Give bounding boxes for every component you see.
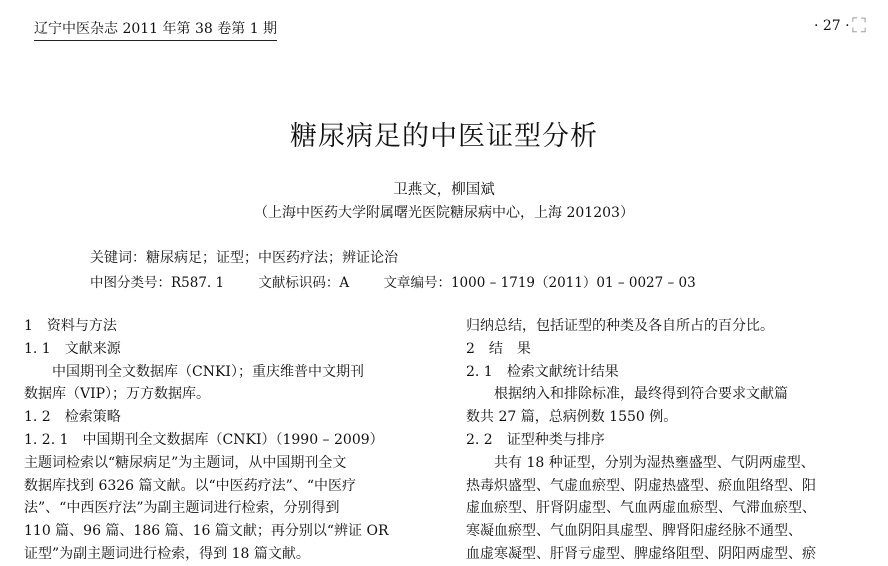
paragraph-line: 虚血瘀型、肝肾阴虚型、气血两虚血瘀型、气滞血瘀型、 (466, 500, 816, 517)
paragraph-line: 数据库找到 6326 篇文献。以“中医药疗法”、“中医疗 (24, 477, 356, 494)
subsection-heading: 1. 1 文献来源 (24, 340, 121, 357)
subsection-heading: 1. 2. 1 中国期刊全文数据库（CNKI）（1990 – 2009） (24, 431, 384, 448)
clc-number: 中图分类号：R587. 1 (90, 275, 225, 291)
paragraph-line: 数共 27 篇，总病例数 1550 例。 (466, 409, 678, 426)
paragraph-line: 数据库（VIP）；万方数据库。 (24, 386, 211, 403)
keywords: 关键词：糖尿病足；证型；中医药疗法；辨证论治 (90, 250, 398, 266)
paragraph-line: 根据纳入和排除标准，最终得到符合要求文献篇 (494, 386, 788, 403)
article-title: 糖尿病足的中医证型分析 (290, 121, 598, 152)
article-number: 文章编号：1000 – 1719（2011）01 – 0027 – 03 (383, 275, 696, 291)
paragraph-line: 血虚寒凝型、肝肾亏虚型、脾虚络阻型、阴阳两虚型、瘀 (466, 545, 816, 562)
subsection-heading: 2. 2 证型种类与排序 (466, 431, 605, 448)
left-column (24, 315, 442, 566)
subsection-heading: 1. 2 检索策略 (24, 409, 121, 426)
paragraph-line: 法”、“中西医疗法”为副主题词进行检索，分别得到 (24, 500, 340, 517)
article-meta (90, 271, 726, 291)
article-affiliation: （上海中医药大学附属曙光医院糖尿病中心，上海 201203） (254, 205, 634, 221)
page-number: · 27 · (814, 18, 850, 34)
section-heading: 1 资料与方法 (24, 318, 117, 334)
paragraph-line: 热毒炽盛型、气虚血瘀型、阴虚热盛型、瘀血阻络型、阳 (466, 477, 816, 494)
paragraph-line: 归纳总结，包括证型的种类及各自所占的百分比。 (466, 318, 774, 334)
subsection-heading: 2. 1 检索文献统计结果 (466, 363, 619, 380)
document-code: 文献标识码：A (258, 275, 350, 291)
right-column (466, 315, 878, 566)
paragraph-line: 110 篇、96 篇、186 篇、16 篇文献；再分别以“辨证 OR (24, 523, 389, 540)
paragraph-line: 寒凝血瘀型、气血阴阳具虚型、脾肾阳虚经脉不通型、 (466, 523, 802, 540)
paragraph-line: 共有 18 种证型，分别为湿热壅盛型、气阴两虚型、 (494, 454, 815, 471)
fullscreen-icon[interactable]: ⛶ (852, 13, 866, 37)
article-authors: 卫燕文，柳国斌 (393, 182, 495, 198)
section-heading: 2 结 果 (466, 340, 531, 357)
paragraph-line: 证型”为副主题词进行检索，得到 18 篇文献。 (24, 545, 310, 562)
paragraph-line: 主题词检索以“糖尿病足”为主题词，从中国期刊全文 (24, 454, 347, 471)
paragraph-line: 中国期刊全文数据库（CNKI）；重庆维普中文期刊 (52, 363, 364, 380)
journal-header: 辽宁中医杂志 2011 年第 38 卷第 1 期 (34, 18, 277, 41)
